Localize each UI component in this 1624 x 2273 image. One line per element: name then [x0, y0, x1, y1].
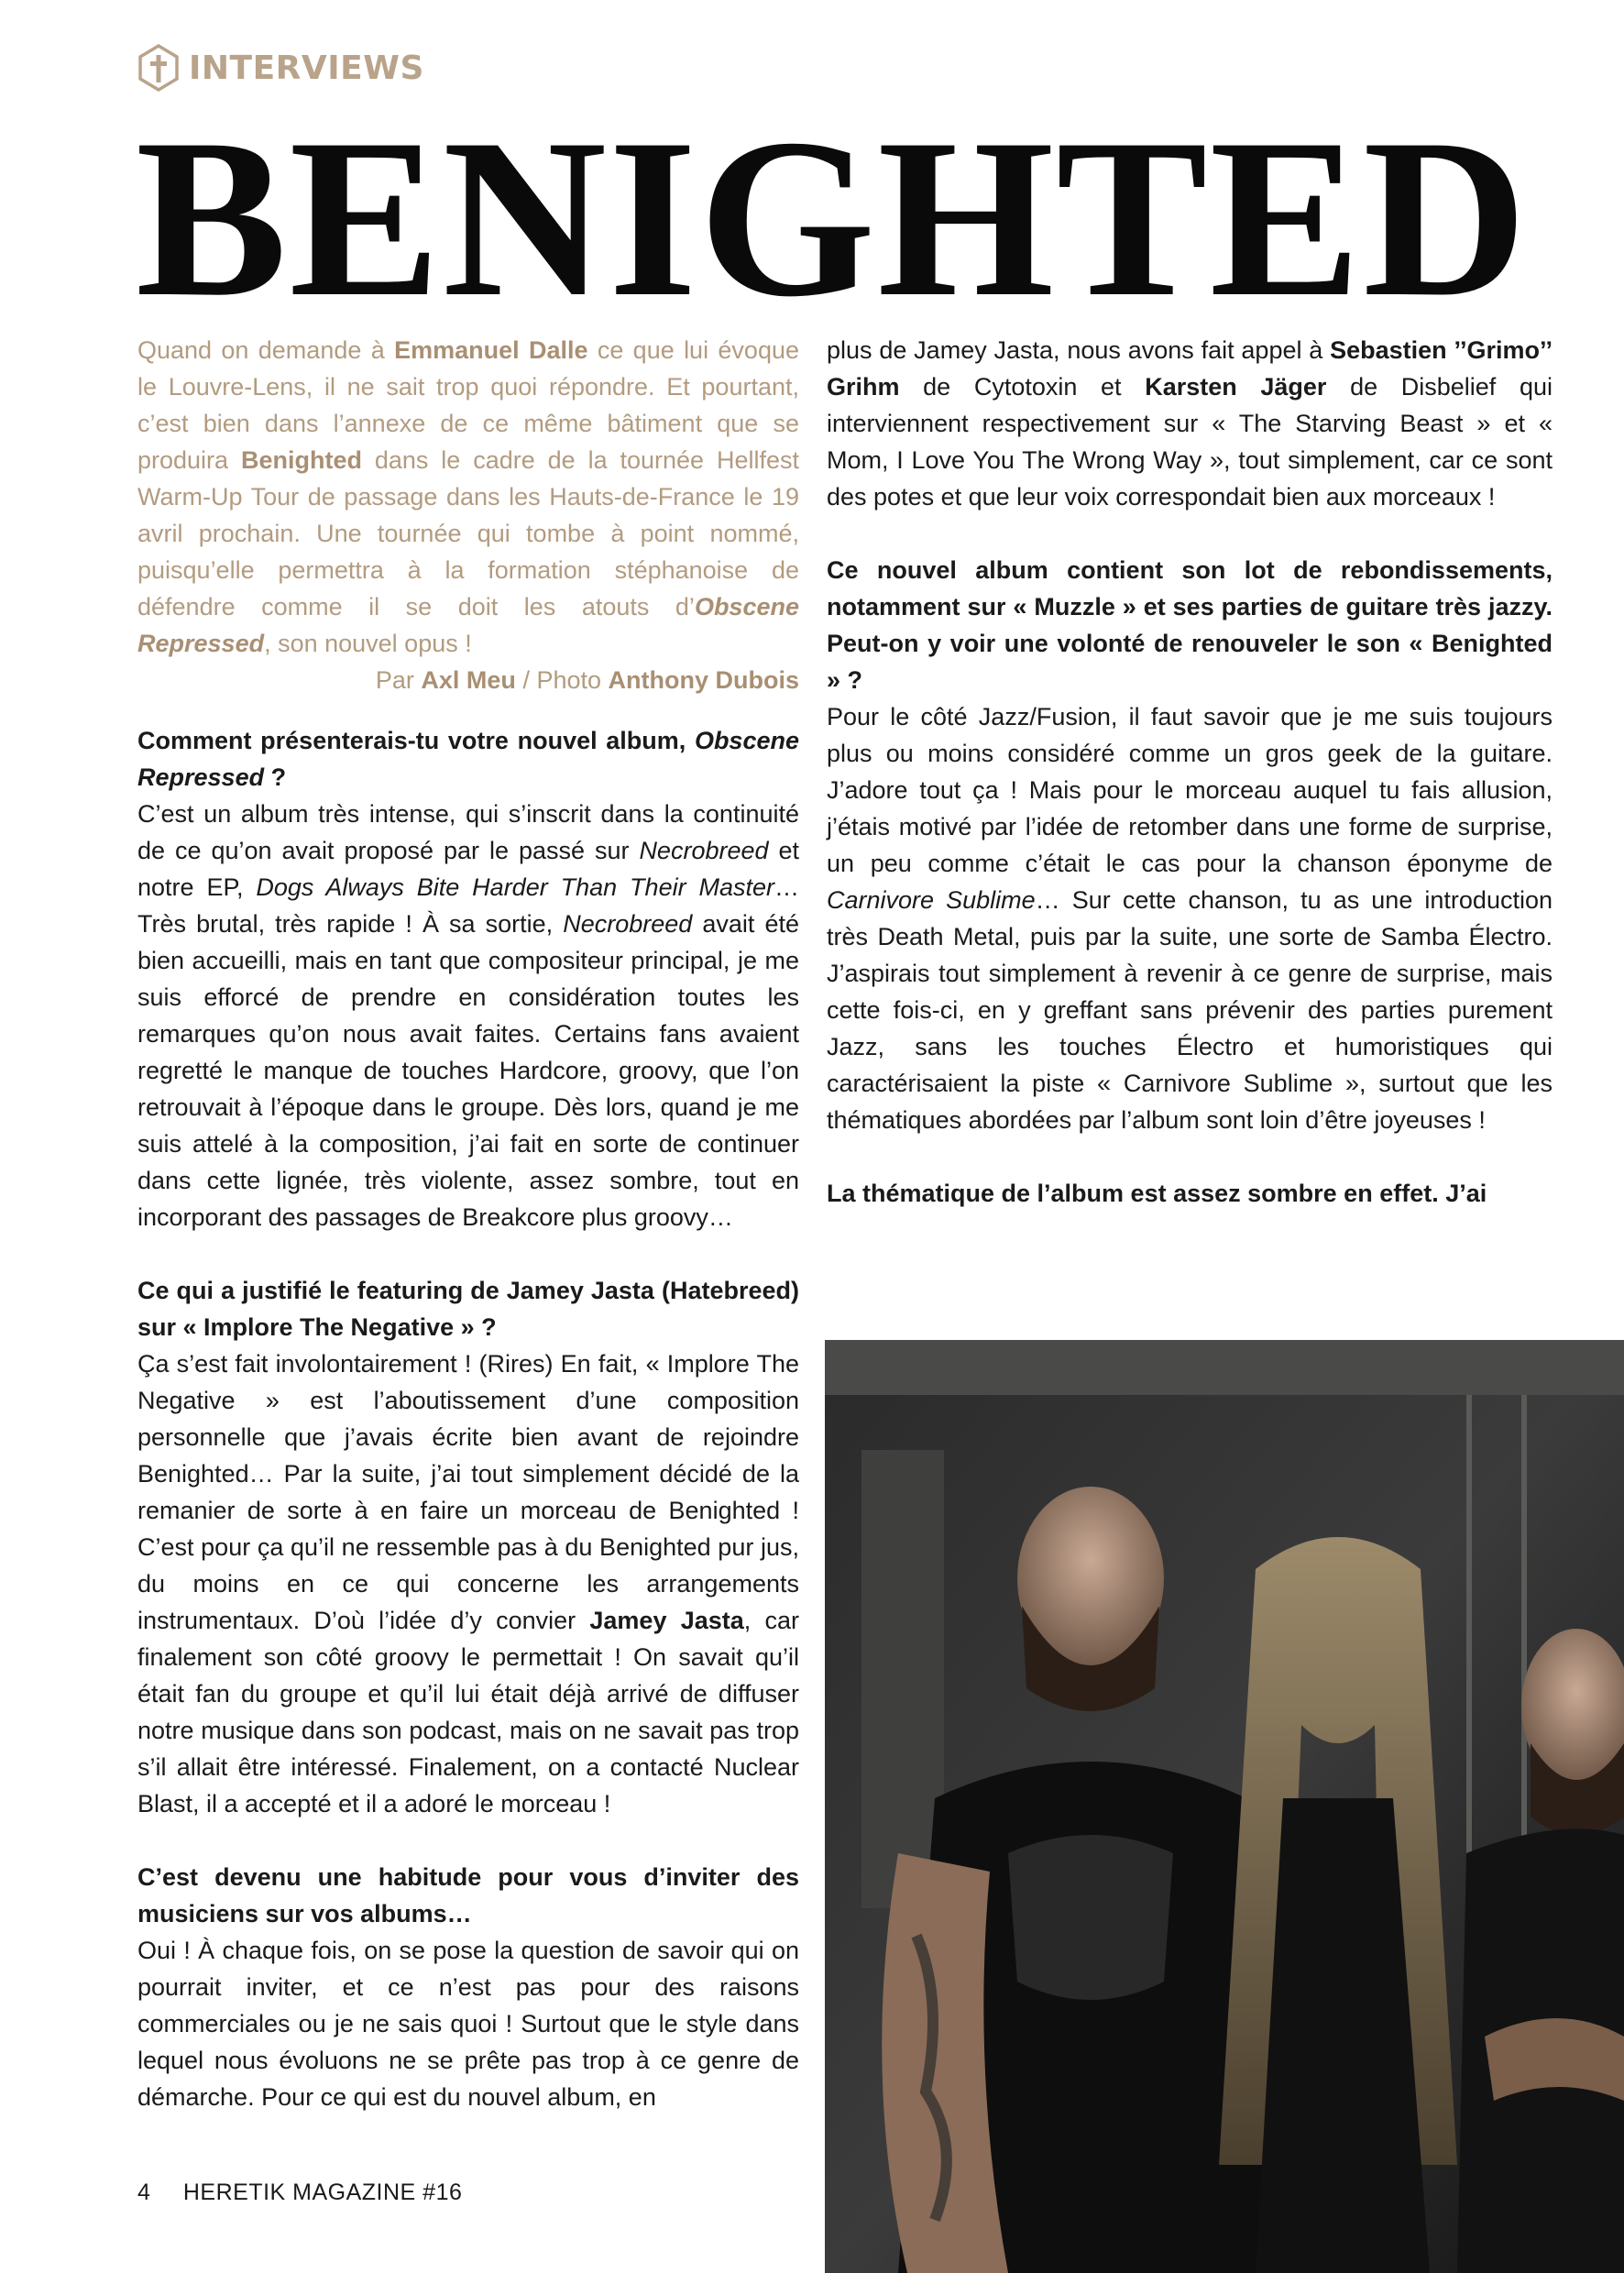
- cross-hexagon-icon: [137, 44, 180, 92]
- answer-1: C’est un album très intense, qui s’inscrit dans la continuité de ce qu’on avait proposé par le passé sur Necrobreed et notre EP, Dogs Always Bite Harder Than Their Master… Très brutal, très rapide ! À sa sortie, Necrobreed avait été bien accueilli, mais en tant que compositeur principal, je me suis efforcé de prendre en considération toutes les remarques qu’on nous avait faites. Certains fans avaient regretté le manque de touches Hardcore, groovy, que l’on retrouvait à l’époque dans le groupe. Dès lors, quand je me suis attelé à la composition, j’ai fait en sorte de continuer dans cette lignée, très violente, assez sombre, tout en incorporant des passages de Breakcore plus groovy…: [137, 800, 799, 1231]
- intro-paragraph: Quand on demande à Emmanuel Dalle ce que lui évoque le Louvre-Lens, il ne sait trop quoi répondre. Et pourtant, c’est bien dans l’annexe de ce même bâtiment que se produira Benighted dans le cadre de la tournée Hellfest Warm-Up Tour de passage dans les Hauts-de-France le 19 avril prochain. Une tournée qui tombe à point nommé, puisqu’elle permettra à la formation stéphanoise de défendre comme il se doit les atouts d’Obscene Repressed, son nouvel opus !: [137, 336, 799, 657]
- section-label: INTERVIEWS: [189, 49, 424, 87]
- band-photo: [825, 1340, 1624, 2273]
- article-title: BENIGHTED: [136, 92, 1530, 344]
- answer-3-part-2: plus de Jamey Jasta, nous avons fait appel à Sebastien ’’Grimo’’ Grihm de Cytotoxin et Karsten Jäger de Disbelief qui interviennent respectivement sur « The Starving Beast » et « Mom, I Love You The Wrong Way », tout simplement, car ce sont des potes et que leur voix correspondait bien aux morceaux !: [827, 336, 1553, 511]
- question-2: Ce qui a justifié le featuring de Jamey Jasta (Hatebreed) sur « Implore The Negative » ?: [137, 1277, 799, 1341]
- answer-4: Pour le côté Jazz/Fusion, il faut savoir que je me suis toujours plus ou moins considéré comme un gros geek de la guitare. J’adore tout ça ! Mais pour le morceau auquel tu fais allusion, j’étais motivé par l’idée de retomber dans une forme de surprise, un peu comme c’était le cas pour la chanson éponyme de Carnivore Sublime… Sur cette chanson, tu as une introduction très Death Metal, puis par la suite, une sorte de Samba Électro. J’aspirais tout simplement à revenir à ce genre de surprise, mais cette fois-ci, en y greffant sans prévenir des parties purement Jazz, sans les touches Électro et humoristiques qui caractérisaient la piste « Carnivore Sublime », surtout que les thématiques abordées par l’album sont loin d’être joyeuses !: [827, 703, 1553, 1134]
- question-1: Comment présenterais-tu votre nouvel album, Obscene Repressed ?: [137, 727, 799, 791]
- answer-2: Ça s’est fait involontairement ! (Rires) En fait, « Implore The Negative » est l’aboutissement d’une composition personnelle que j’avais écrite bien avant de rejoindre Benighted… Par la suite, j’ai tout simplement décidé de la remanier de sorte à en faire un morceau de Benighted ! C’est pour ça qu’il ne ressemble pas à du Benighted pur jus, du moins en ce qui concerne les arrangements instrumentaux. D’où l’idée d’y convier Jamey Jasta, car finalement son côté groovy le permettait ! On savait qu’il était fan du groupe et qu’il lui était déjà arrivé de diffuser notre musique dans son podcast, mais on ne savait pas trop s’il allait être intéressé. Finalement, on a contacté Nuclear Blast, il a accepté et il a adoré le morceau !: [137, 1350, 800, 1817]
- question-4: Ce nouvel album contient son lot de rebondissements, notamment sur « Muzzle » et ses parties de guitare très jazzy. Peut-on y voir une volonté de renouveler le son « Benighted » ?: [827, 556, 1553, 694]
- photographer-name: Anthony Dubois: [608, 666, 799, 694]
- right-column: [827, 332, 1553, 1212]
- magazine-name: HERETIK MAGAZINE #16: [182, 2180, 463, 2205]
- question-3: C’est devenu une habitude pour vous d’inviter des musiciens sur vos albums…: [137, 1863, 799, 1927]
- question-5: La thématique de l’album est assez sombre en effet. J’ai: [827, 1180, 1487, 1207]
- credits: Par Axl Meu / Photo Anthony Dubois: [375, 666, 799, 694]
- section-header: [137, 44, 424, 92]
- page-number: 4: [137, 2180, 151, 2205]
- page-footer: [137, 2180, 462, 2206]
- author-name: Axl Meu: [421, 666, 516, 694]
- left-column: [137, 332, 799, 2115]
- answer-3-part-1: Oui ! À chaque fois, on se pose la question de savoir qui on pourrait inviter, et ce n’est pas pour des raisons commerciales ou je ne sais quoi ! Surtout que le style dans lequel nous évoluons ne se prête pas trop à ce genre de démarche. Pour ce qui est du nouvel album, en: [137, 1937, 799, 2111]
